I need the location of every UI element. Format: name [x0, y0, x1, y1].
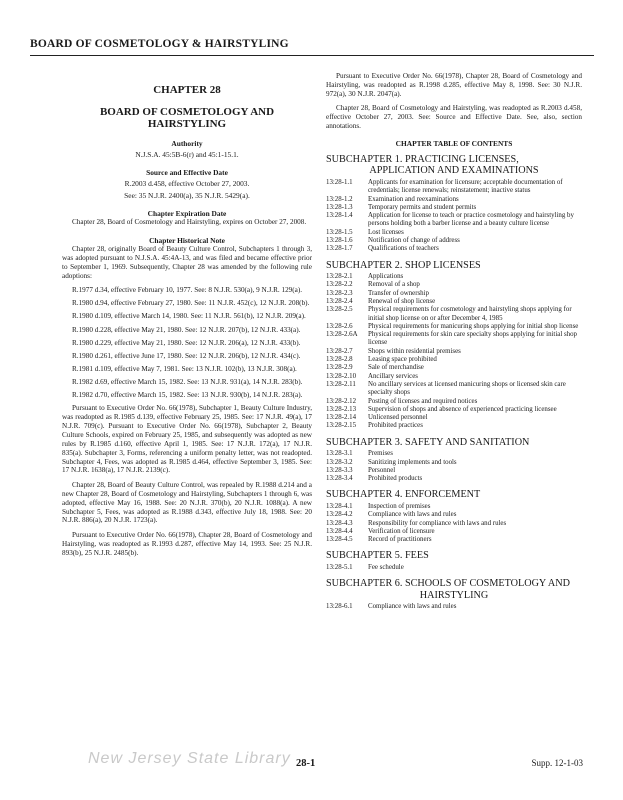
section-number: 13:28-2.12 — [326, 397, 357, 405]
section-description: Lost licenses — [368, 228, 404, 236]
subchapter-title — [326, 489, 582, 501]
section-number: 13:28-4.2 — [326, 511, 353, 519]
section-entry — [326, 536, 582, 544]
section-description: Verification of licensure — [368, 527, 435, 535]
section-description: Physical requirements for skin care specialty shops applying for initial shop license — [368, 331, 577, 347]
section-number: 13:28-3.4 — [326, 475, 353, 483]
section-description: Compliance with laws and rules — [368, 603, 457, 611]
authority-heading: Authority — [171, 139, 203, 148]
section-entry — [326, 290, 582, 298]
section-entry — [326, 520, 582, 528]
section-description: Temporary permits and student permits — [368, 203, 477, 211]
subchapter-title-line: SUBCHAPTER 4. ENFORCEMENT — [326, 489, 481, 501]
section-number: 13:28-1.2 — [326, 195, 353, 203]
section-entry — [326, 237, 582, 245]
section-entry — [326, 281, 582, 289]
section-list — [326, 179, 582, 254]
subchapter-title — [326, 154, 582, 177]
supplement-date: Supp. 12-1-03 — [531, 758, 583, 768]
history-amendment: R.1980 d.228, effective May 21, 1980. See: 12 N.J.R. 207(b), 12 N.J.R. 433(a). — [72, 325, 301, 334]
section-entry — [326, 398, 582, 406]
section-description: No ancillary services at licensed manicuring shops or licensed skin care specialty shops — [368, 380, 566, 397]
subchapter-title — [326, 550, 582, 562]
section-number: 13:28-5.1 — [326, 563, 353, 571]
section-description: Compliance with laws and rules — [368, 511, 457, 519]
subchapter-title-line: SUBCHAPTER 3. SAFETY AND SANITATION — [326, 436, 530, 448]
section-number: 13:28-1.6 — [326, 237, 353, 245]
section-number: 13:28-4.5 — [326, 536, 353, 544]
section-list — [326, 603, 582, 611]
section-entry — [326, 273, 582, 281]
section-number: 13:28-4.4 — [326, 527, 353, 535]
section-entry — [326, 179, 582, 196]
history-paragraph: Pursuant to Executive Order No. 66(1978), Subchapter 1, Beauty Culture Industry, was readopted as R.1985 d.139, effective February 25, 1985. See: 17 N.J.R. 49(a), 17 N.J.R. 709(c). Pursuant to Executive Order No. 66(1978), Subchapter 2, Beauty Culture Schools, expired on February 25, 1985, and subsequently was adopted as new rules by R.1985 d.160, effective April 1, 1985. See: 17 N.J.R. 172(a), 17 N.J.R. 835(a). Subchapter 3, Forms, referencing a uniform penalty letter, was not readopted. Subchapter 4, Fees, was adopted as R.1985 d.464, effective September 3, 1985. See: 17 N.J.R. 1638(a), 17 N.J.R. 2139(c). — [62, 404, 312, 475]
section-entry — [326, 467, 582, 475]
section-entry — [326, 212, 582, 229]
chapter-title: BOARD OF COSMETOLOGY AND HAIRSTYLING — [99, 106, 275, 130]
subchapter-title-line: SUBCHAPTER 6. SCHOOLS OF COSMETOLOGY AND — [326, 578, 570, 590]
section-number: 13:28-2.4 — [326, 298, 353, 305]
section-description: Application for license to teach or practice cosmetology and hairstyling by persons holding both a barber license and a beauty culture license — [368, 212, 574, 228]
section-entry — [326, 459, 582, 467]
running-head: BOARD OF COSMETOLOGY & HAIRSTYLING — [30, 38, 289, 50]
section-number: 13:28-1.3 — [326, 203, 353, 211]
section-description: Qualifications of teachers — [368, 245, 439, 253]
section-number: 13:28-2.9 — [326, 364, 353, 372]
section-list — [326, 450, 582, 483]
section-entry — [326, 196, 582, 204]
chapter-number: CHAPTER 28 — [153, 84, 221, 96]
subchapter-title — [326, 578, 582, 601]
section-number: 13:28-2.1 — [326, 273, 353, 281]
source-line-1: R.2003 d.458, effective October 27, 2003. — [124, 179, 250, 189]
section-entry — [326, 603, 582, 611]
history-amendment: R.1981 d.109, effective May 7, 1981. See: 13 N.J.R. 102(b), 13 N.J.R. 308(a). — [72, 364, 297, 373]
section-description: Supervision of shops and absence of experienced practicing licensee — [368, 405, 557, 413]
section-number: 13:28-1.7 — [326, 245, 353, 253]
section-description: Transfer of ownership — [368, 289, 429, 297]
section-entry — [326, 528, 582, 536]
section-number: 13:28-4.3 — [326, 519, 353, 527]
section-entry — [326, 450, 582, 458]
section-number: 13:28-1.5 — [326, 228, 353, 236]
section-number: 13:28-2.5 — [326, 306, 353, 314]
section-entry — [326, 406, 582, 414]
readoption-paragraph: Pursuant to Executive Order No. 66(1978), Chapter 28, Board of Cosmetology and Hairstyling, was readopted as R.1998 d.285, effective May 8, 1998. See: 30 N.J.R. 972(a), 30 N.J.R. 2047(a). — [326, 72, 582, 98]
expiration-heading: Chapter Expiration Date — [147, 209, 227, 219]
toc-title: CHAPTER TABLE OF CONTENTS — [395, 138, 513, 148]
history-amendment: R.1982 d.70, effective March 15, 1982. See: 13 N.J.R. 930(b), 14 N.J.R. 283(a). — [72, 391, 303, 399]
section-description: Unlicensed personnel — [368, 414, 428, 422]
history-paragraph: Pursuant to Executive Order No. 66(1978), Chapter 28, Board of Cosmetology and Hairstyling, was readopted as R.1993 d.287, effective May 14, 1993. See: 25 N.J.R. 893(b), 25 N.J.R. 2485(b). — [62, 530, 312, 557]
section-number: 13:28-2.11 — [326, 380, 356, 388]
subchapter-title — [326, 260, 582, 272]
section-entry — [326, 364, 582, 372]
source-heading: Source and Effective Date — [146, 168, 228, 178]
history-heading: Chapter Historical Note — [149, 236, 225, 246]
section-number: 13:28-2.13 — [326, 405, 357, 413]
section-description: Premises — [368, 450, 393, 458]
subchapter-title-line: SUBCHAPTER 5. FEES — [326, 550, 429, 562]
section-description: Leasing space prohibited — [368, 356, 437, 364]
section-description: Inspection of premises — [368, 502, 431, 510]
section-list — [326, 273, 582, 431]
history-intro: Chapter 28, originally Board of Beauty Culture Control, Subchapters 1 through 3, was adopted pursuant to N.J.S.A. 45:4A-13, and was filed and became effective prior to September 1, 1969. Subsequently, Chapter 28 was amended by the following rule adoptions: — [62, 245, 312, 280]
subchapter-title-line: SUBCHAPTER 1. PRACTICING LICENSES, — [326, 153, 519, 165]
right-column — [326, 72, 582, 612]
table-of-contents — [326, 154, 582, 612]
header-rule — [30, 55, 594, 56]
section-list — [326, 503, 582, 544]
section-entry — [326, 414, 582, 422]
section-description: Fee schedule — [368, 563, 404, 571]
subchapter-title — [326, 437, 582, 449]
section-number: 13:28-2.8 — [326, 356, 353, 364]
section-entry — [326, 229, 582, 237]
section-description: Physical requirements for cosmetology and hairstyling shops applying for initial shop license on or after December 4, 1985 — [368, 306, 572, 322]
section-number: 13:28-3.2 — [326, 458, 353, 466]
history-amendment: R.1980 d.109, effective March 14, 1980. See: 11 N.J.R. 561(b), 12 N.J.R. 209(a). — [72, 312, 306, 321]
section-entry — [326, 306, 582, 323]
section-entry — [326, 331, 582, 348]
section-number: 13:28-2.14 — [326, 414, 357, 422]
section-entry — [326, 356, 582, 364]
section-number: 13:28-2.15 — [326, 422, 357, 430]
section-description: Sanitizing implements and tools — [368, 458, 457, 466]
section-description: Prohibited products — [368, 475, 423, 483]
history-amendment: R.1980 d.94, effective February 27, 1980. See: 11 N.J.R. 452(c), 12 N.J.R. 208(b). — [72, 299, 310, 308]
history-amendments — [62, 286, 312, 400]
section-description: Renewal of shop license — [368, 298, 436, 305]
history-amendment: R.1977 d.34, effective February 10, 1977. See: 8 N.J.R. 530(a), 9 N.J.R. 129(a). — [72, 286, 303, 295]
section-number: 13:28-2.2 — [326, 281, 353, 289]
section-number: 13:28-3.3 — [326, 466, 353, 474]
section-entry — [326, 422, 582, 430]
section-list — [326, 564, 582, 572]
history-amendment: R.1980 d.261, effective June 17, 1980. See: 12 N.J.R. 206(b), 12 N.J.R. 434(c). — [72, 351, 301, 360]
section-description: Posting of licenses and required notices — [368, 397, 478, 405]
section-description: Personnel — [368, 466, 396, 474]
section-number: 13:28-2.3 — [326, 289, 353, 297]
section-entry — [326, 381, 582, 398]
history-amendment: R.1980 d.229, effective May 21, 1980. See: 12 N.J.R. 206(a), 12 N.J.R. 433(b). — [72, 338, 301, 347]
section-number: 13:28-2.6 — [326, 322, 353, 330]
section-description: Examination and reexaminations — [368, 195, 459, 203]
section-entry — [326, 348, 582, 356]
section-entry — [326, 475, 582, 483]
source-line-2: See: 35 N.J.R. 2400(a), 35 N.J.R. 5429(a). — [124, 190, 250, 200]
history-amendment: R.1982 d.69, effective March 15, 1982. See: 13 N.J.R. 931(a), 14 N.J.R. 283(b). — [72, 377, 303, 386]
section-number: 13:28-2.10 — [326, 372, 357, 380]
section-description: Responsibility for compliance with laws and rules — [368, 519, 507, 527]
readoption-paragraph: Chapter 28, Board of Cosmetology and Hairstyling, was readopted as R.2003 d.458, effective October 27, 2003. See: Source and Effective Date. See, also, section annotations. — [326, 104, 582, 131]
section-description: Shops within residential premises — [368, 347, 461, 355]
section-description: Applicants for examination for licensure; acceptable documentation of credentials; license renewals; reinstatement; inactive status — [368, 178, 563, 195]
section-entry — [326, 298, 582, 306]
section-entry — [326, 323, 582, 331]
section-entry — [326, 373, 582, 381]
section-description: Ancillary services — [368, 372, 418, 380]
subchapter-title-line: APPLICATION AND EXAMINATIONS — [369, 165, 539, 177]
history-paragraph: Chapter 28, Board of Beauty Culture Control, was repealed by R.1988 d.214 and a new Chapter 28, Board of Cosmetology and Hairstyling, Subchapters 1 through 6, was adopted, effective May 16, 1988. See: 20 N.J.R. 370(b), 20 N.J.R. 1088(a). A new Subchapter 5, Fees, was adopted as R.1988 d.343, effective July 18, 1988. See: 20 N.J.R. 886(a), 20 N.J.R. 1723(a). — [62, 480, 312, 525]
subchapter-title-line: SUBCHAPTER 2. SHOP LICENSES — [326, 259, 481, 271]
section-number: 13:28-2.6A — [326, 331, 358, 339]
section-number: 13:28-2.7 — [326, 347, 353, 355]
page-number: 28-1 — [296, 758, 316, 769]
authority-text: N.J.S.A. 45:5B-6(r) and 45:1-15.1. — [135, 150, 239, 159]
section-number: 13:28-1.4 — [326, 212, 353, 220]
section-number: 13:28-4.1 — [326, 502, 353, 510]
left-column — [62, 72, 312, 563]
section-description: Record of practitioners — [368, 536, 432, 544]
section-entry — [326, 564, 582, 572]
section-entry — [326, 511, 582, 519]
section-entry — [326, 503, 582, 511]
section-number: 13:28-3.1 — [326, 450, 353, 458]
section-description: Physical requirements for manicuring shops applying for initial shop license — [368, 322, 579, 330]
library-watermark: New Jersey State Library — [88, 750, 291, 767]
section-description: Applications — [368, 273, 404, 281]
section-entry — [326, 245, 582, 253]
section-description: Sale of merchandise — [368, 364, 424, 372]
expiration-text: Chapter 28, Board of Cosmetology and Hairstyling, expires on October 27, 2008. — [72, 218, 307, 227]
section-description: Notification of change of address — [368, 237, 460, 245]
section-number: 13:28-6.1 — [326, 603, 353, 611]
section-description: Prohibited practices — [368, 422, 423, 430]
subchapter-title-line: HAIRSTYLING — [419, 589, 489, 601]
section-description: Removal of a shop — [368, 281, 420, 289]
section-entry — [326, 204, 582, 212]
section-number: 13:28-1.1 — [326, 178, 353, 186]
